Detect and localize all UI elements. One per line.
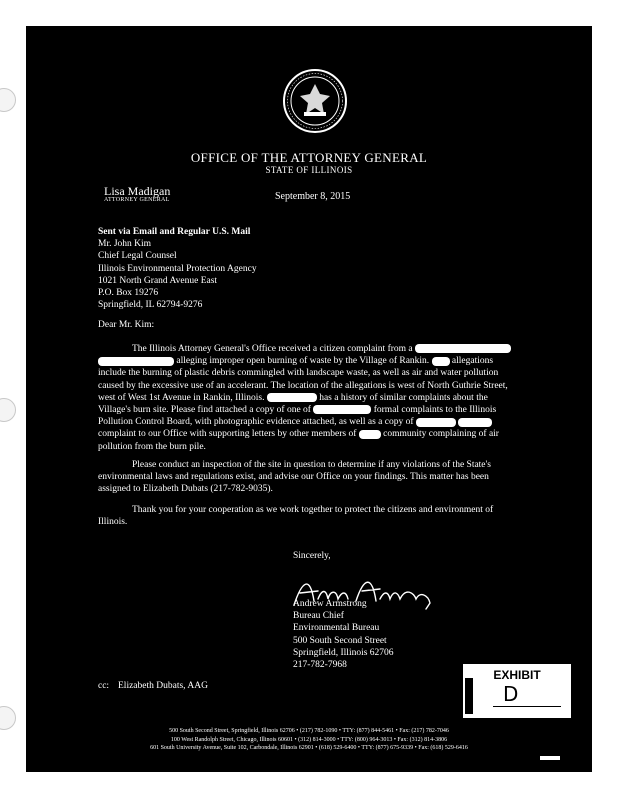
body-paragraph-2: Please conduct an inspection of the site in question to determine if any violations of the State's environmental laws and regulations exist, and advise our Office on your findings. This matter has been assigned to Elizabeth Dubats (217-782-9035). (98, 460, 491, 495)
attorney-general-name: Lisa Madigan (104, 184, 171, 198)
letter-date: September 8, 2015 (275, 191, 351, 202)
body-text: formal complaints to the Illinois Pollution Control Board, with photographic evidence attached, as well as a copy of (98, 405, 497, 428)
salutation: Dear Mr. Kim: (98, 320, 155, 330)
redaction (415, 344, 511, 353)
attorney-general-title: ATTORNEY GENERAL (104, 197, 170, 203)
binder-hole (0, 706, 16, 730)
recipient-agency: Illinois Environmental Protection Agency (98, 263, 257, 274)
signer-name: Andrew Armstrong (293, 599, 367, 609)
binder-hole (0, 88, 16, 112)
exhibit-tab (465, 678, 473, 714)
recipient-address (98, 226, 257, 311)
exhibit-underline (493, 706, 561, 707)
recycle-mark (540, 756, 560, 760)
body-text: complaint to our Office with supporting letters by other members of (98, 429, 357, 440)
exhibit-title: EXHIBIT (493, 668, 541, 682)
body-text: community complaining of air pollution from the burn pile. (98, 429, 499, 452)
body-text: allegations include the burning of plastic debris commingled with landscape waste, as well as air and water pollution caused by the excessive use of an accelerant. The location of the allegations is west of North Guthrie Street, west of West 1st Avenue in Rankin, Illinois. (98, 356, 508, 403)
cc-name: Elizabeth Dubats, AAG (118, 681, 208, 691)
closing: Sincerely, (293, 551, 331, 561)
signer-bureau: Environmental Bureau (293, 623, 380, 634)
state-subheading: STATE OF ILLINOIS (265, 165, 353, 175)
body-text: has a history of similar complaints about the Village's burn site. Please find attached a copy of one of (98, 392, 488, 416)
cc-label: cc: (98, 681, 110, 691)
redaction (98, 357, 174, 366)
signer-title: Bureau Chief (293, 611, 344, 622)
redaction (313, 405, 371, 414)
signer-city: Springfield, Illinois 62706 (293, 647, 394, 658)
office-heading: OFFICE OF THE ATTORNEY GENERAL (190, 150, 428, 165)
redaction (267, 393, 317, 402)
letter-page (26, 26, 592, 772)
state-seal-icon (282, 68, 348, 134)
recipient-street: 1021 North Grand Avenue East (98, 275, 218, 286)
recipient-title: Chief Legal Counsel (98, 251, 177, 262)
delivery-method: Sent via Email and Regular U.S. Mail (98, 227, 251, 237)
signer-street: 500 South Second Street (293, 635, 387, 646)
body-text: The Illinois Attorney General's Office received a citizen complaint from a (132, 344, 413, 354)
redaction (359, 430, 381, 439)
redaction (458, 418, 492, 427)
body-paragraph-1 (98, 343, 518, 453)
footer-line-chicago: 100 West Randolph Street, Chicago, Illinois 60601 • (312) 814-3000 • TTY: (800) 964-3013 • Fax: (312) 814-3806 (170, 736, 448, 743)
letter-footer (26, 727, 592, 753)
footer-line-carbondale: 601 South University Avenue, Suite 102, Carbondale, Illinois 62901 • (618) 529-6400 • TTY: (877) 675-9339 • Fax: (618) 529-6416 (150, 745, 468, 751)
redaction (432, 357, 450, 366)
redaction (416, 418, 456, 427)
recipient-po-box: P.O. Box 19276 (98, 288, 159, 299)
exhibit-sticker (461, 662, 573, 720)
binder-hole (0, 398, 16, 422)
body-paragraph-3: Thank you for your cooperation as we work together to protect the citizens and environment of Illinois. (98, 505, 494, 528)
recipient-name: Mr. John Kim (98, 239, 152, 250)
signer-phone: 217-782-7968 (293, 660, 347, 671)
exhibit-letter: D (503, 682, 519, 706)
footer-line-springfield: 500 South Second Street, Springfield, Illinois 62706 • (217) 782-1090 • TTY: (877) 844-5461 • Fax: (217) 782-7046 (169, 728, 449, 734)
recipient-city: Springfield, IL 62794-9276 (98, 300, 203, 311)
body-text: alleging improper open burning of waste by the Village of Rankin. (176, 356, 430, 367)
signature-block (293, 598, 394, 671)
